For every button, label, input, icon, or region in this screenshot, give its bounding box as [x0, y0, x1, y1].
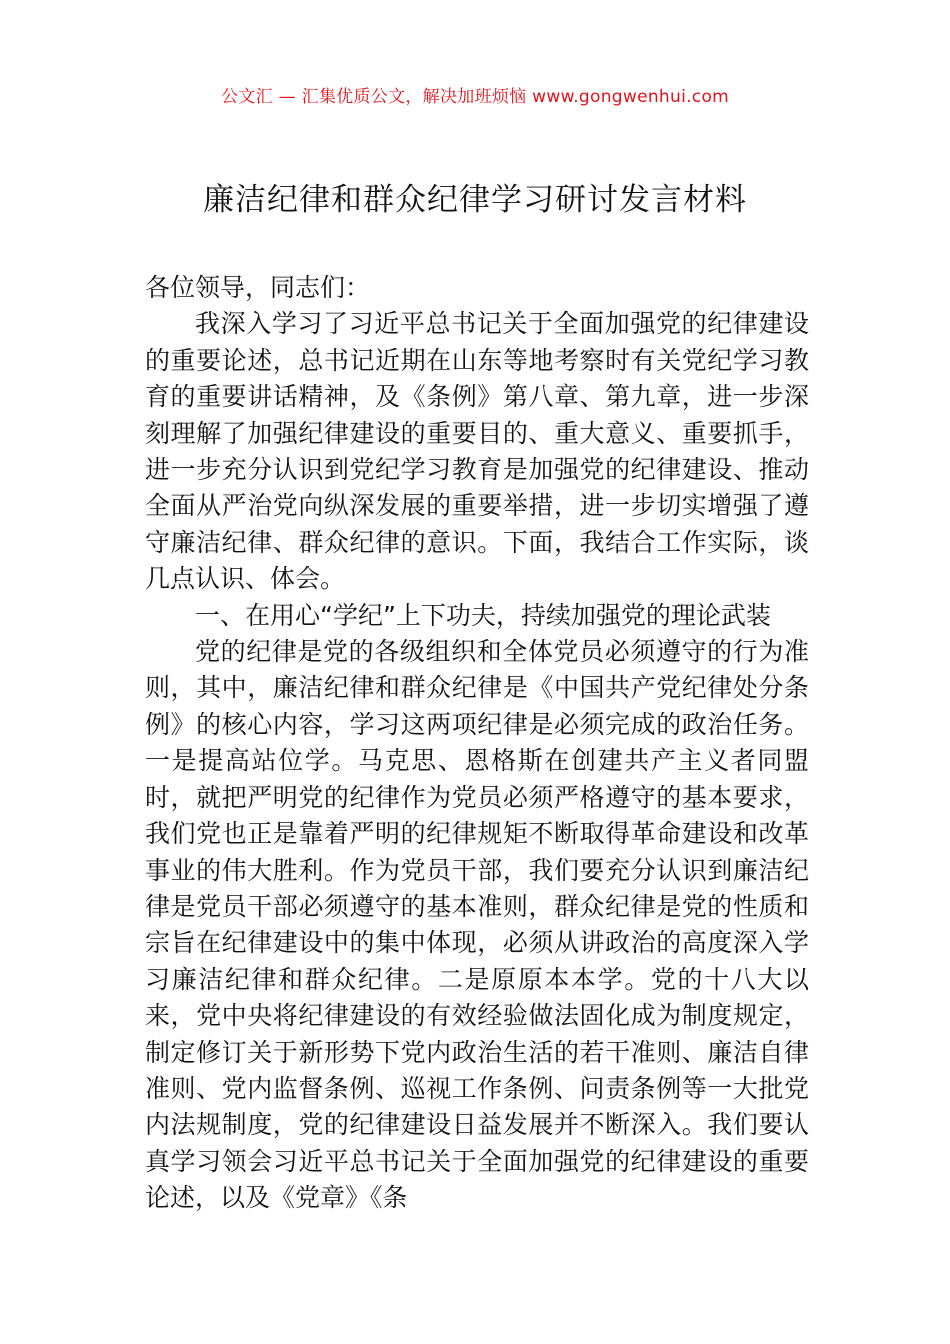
paragraph-intro: 我深入学习了习近平总书记关于全面加强党的纪律建设的重要论述，总书记近期在山东等地考察时有关党纪学习教育的重要讲话精神，及《条例》第八章、第九章，进一步深刻理解了加强纪律建设的重要目的、重大意义、重要抓手，进一步充分认识到党纪学习教育是加强党的纪律建设、推动全面从严治党向纵深发展的重要举措，进一步切实增强了遵守廉洁纪律、群众纪律的意识。下面，我结合工作实际，谈几点认识、体会。	[145, 309, 809, 594]
paragraph-section-1: 党的纪律是党的各级组织和全体党员必须遵守的行为准则，其中，廉洁纪律和群众纪律是《中国共产党纪律处分条例》的核心内容，学习这两项纪律是必须完成的政治任务。一是提高站位学。马克思、恩格斯在创建共产主义者同盟时，就把严明党的纪律作为党员必须严格遵守的基本要求，我们党也正是靠着严明的纪律规矩不断取得革命建设和改革事业的伟大胜利。作为党员干部，我们要充分认识到廉洁纪律是党员干部必须遵守的基本准则，群众纪律是党的性质和宗旨在纪律建设中的集中体现，必须从讲政治的高度深入学习廉洁纪律和群众纪律。二是原原本本学。党的十八大以来，党中央将纪律建设的有效经验做法固化成为制度规定，制定修订关于新形势下党内政治生活的若干准则、廉洁自律准则、党内监督条例、巡视工作条例、问责条例等一大批党内法规制度，党的纪律建设日益发展并不断深入。我们要认真学习领会习近平总书记关于全面加强党的纪律建设的重要论述，以及《党章》《条	[145, 637, 809, 1213]
salutation: 各位领导，同志们：	[145, 273, 371, 302]
document-title: 廉洁纪律和群众纪律学习研讨发言材料	[203, 182, 747, 218]
watermark-header: 公文汇 — 汇集优质公文，解决加班烦恼 www.gongwenhui.com	[220, 87, 730, 107]
document-body	[145, 270, 809, 1217]
section-heading-1: 一、在用心“学纪”上下功夫，持续加强党的理论武装	[195, 600, 771, 630]
